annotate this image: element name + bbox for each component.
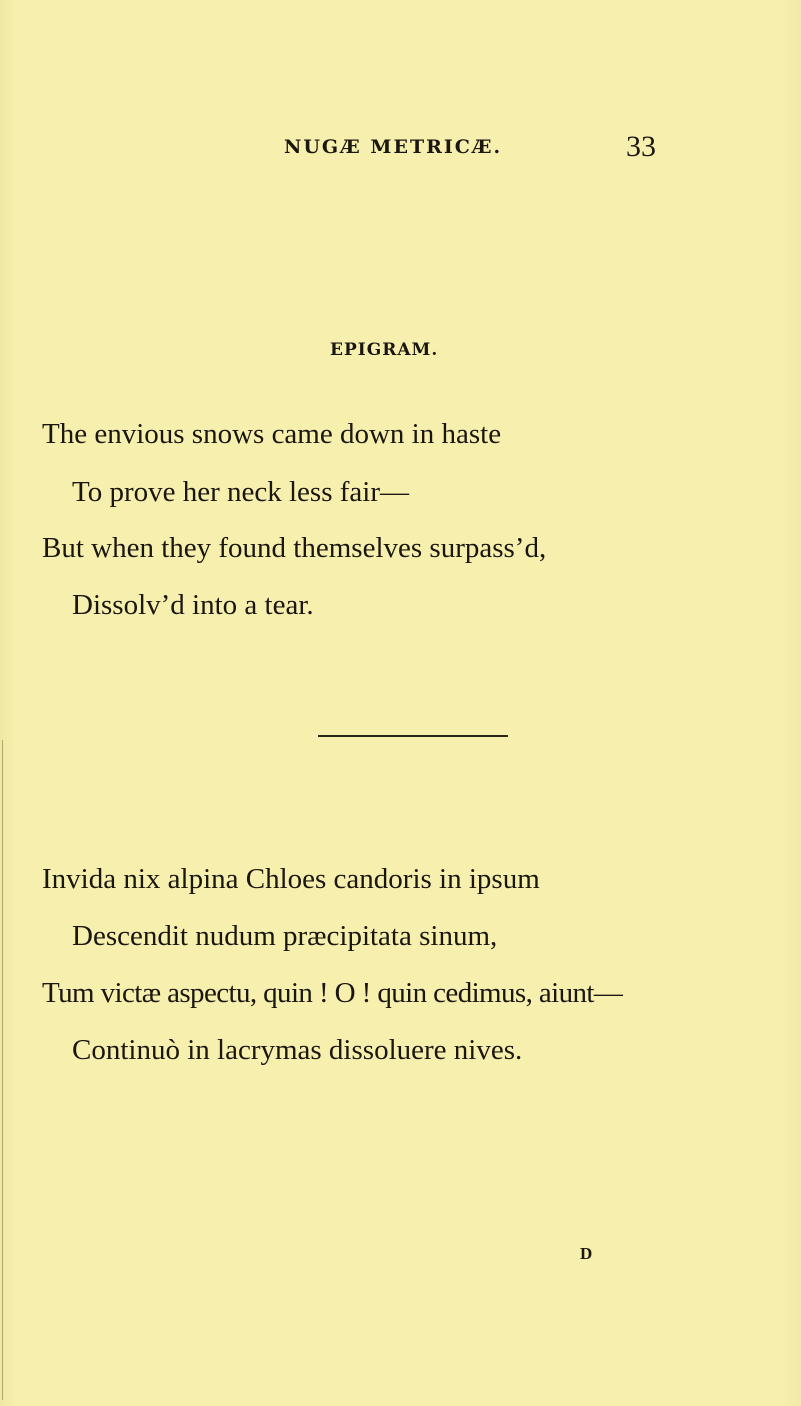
section-divider-rule xyxy=(318,735,508,737)
epigram-title: EPIGRAM. xyxy=(330,340,439,360)
page-number: 33 xyxy=(626,130,656,163)
page-edge-line xyxy=(2,740,3,1400)
latin-line-1: Invida nix alpina Chloes candoris in ipsum xyxy=(42,863,540,895)
latin-line-2: Descendit nudum præcipitata sinum, xyxy=(72,920,498,952)
running-title: NUGÆ METRICÆ. xyxy=(284,136,503,158)
latin-line-3: Tum victæ aspectu, quin ! O ! quin cedimus, aiunt— xyxy=(42,977,623,1009)
english-line-3: But when they found themselves surpass’d, xyxy=(42,532,547,564)
english-line-4: Dissolv’d into a tear. xyxy=(72,589,314,621)
english-line-2: To prove her neck less fair— xyxy=(72,476,409,508)
latin-line-4: Continuò in lacrymas dissoluere nives. xyxy=(72,1034,523,1066)
english-line-1: The envious snows came down in haste xyxy=(42,418,502,450)
signature-mark: D xyxy=(580,1244,593,1263)
